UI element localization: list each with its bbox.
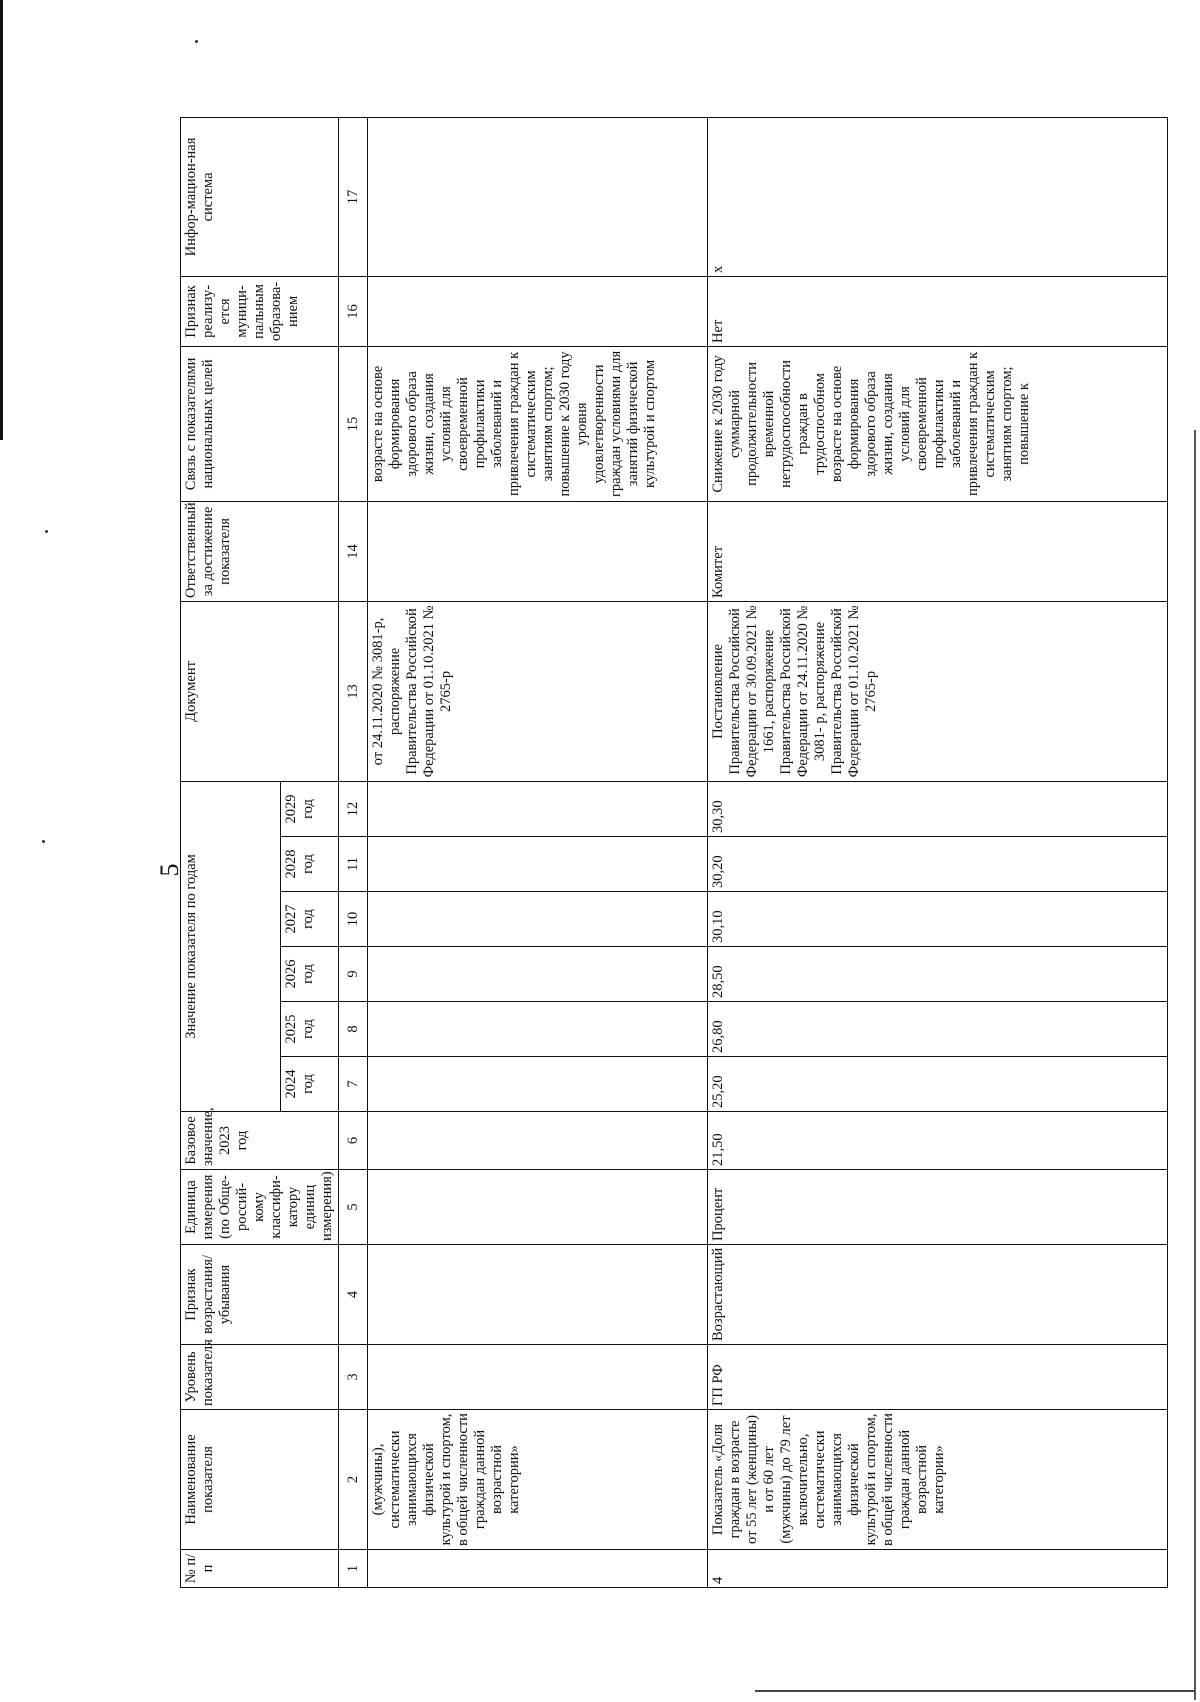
cell-value: 30,30 bbox=[708, 781, 1168, 836]
cell-base: 21,50 bbox=[708, 1112, 1168, 1170]
cell-value bbox=[368, 837, 708, 892]
header-year: 2028 год bbox=[281, 837, 339, 892]
column-number: 6 bbox=[339, 1112, 368, 1170]
column-number: 14 bbox=[339, 501, 368, 601]
cell-infosystem: х bbox=[708, 117, 1168, 276]
header-name: Наименование показателя bbox=[181, 1410, 339, 1550]
cell-infosystem bbox=[368, 117, 708, 276]
header-year: 2024 год bbox=[281, 1057, 339, 1112]
cell-value bbox=[368, 781, 708, 836]
column-number: 4 bbox=[339, 1245, 368, 1345]
column-number: 13 bbox=[339, 601, 368, 781]
header-num: № п/п bbox=[181, 1550, 339, 1588]
scan-edge-mark bbox=[0, 0, 3, 440]
column-number: 7 bbox=[339, 1057, 368, 1112]
scan-edge-mark bbox=[1194, 430, 1196, 1700]
cell-level bbox=[368, 1345, 708, 1410]
column-number: 16 bbox=[339, 276, 368, 346]
cell-num: 4 bbox=[708, 1550, 1168, 1588]
cell-value bbox=[368, 947, 708, 1002]
header-row bbox=[181, 117, 281, 1587]
cell-value bbox=[368, 1002, 708, 1057]
cell-link: Снижение к 2030 году суммарной продолжительности временной нетрудоспособности граждан в трудоспособном возрасте на основе формирования здорового образа жизни, создания условий для своевременной профилактики заболеваний и привлечения граждан к систематическим занятиям спортом; повышение к bbox=[708, 346, 1168, 501]
cell-value: 28,50 bbox=[708, 947, 1168, 1002]
column-number: 8 bbox=[339, 1002, 368, 1057]
header-year: 2027 год bbox=[281, 892, 339, 947]
cell-link: возрасте на основе формирования здорового образа жизни, создания условий для своевременной профилактики заболеваний и привлечения граждан к систематическим занятиям спортом; повышение к 2030 году уровня удовлетворенности граждан условиями для занятий физической культурой и спортом bbox=[368, 346, 708, 501]
cell-trend: Возрастающий bbox=[708, 1245, 1168, 1345]
cell-base bbox=[368, 1112, 708, 1170]
cell-value: 30,10 bbox=[708, 892, 1168, 947]
column-number: 10 bbox=[339, 892, 368, 947]
header-document: Документ bbox=[181, 601, 339, 781]
column-number: 12 bbox=[339, 781, 368, 836]
header-year: 2029 год bbox=[281, 781, 339, 836]
column-number-row bbox=[339, 117, 368, 1587]
column-number: 3 bbox=[339, 1345, 368, 1410]
column-number: 5 bbox=[339, 1170, 368, 1245]
header-level: Уровень показателя bbox=[181, 1345, 339, 1410]
cell-value: 25,20 bbox=[708, 1057, 1168, 1112]
column-number: 15 bbox=[339, 346, 368, 501]
cell-value bbox=[368, 1057, 708, 1112]
header-link: Связь с показателями национальных целей bbox=[181, 346, 339, 501]
cell-unit bbox=[368, 1170, 708, 1245]
scan-speck bbox=[45, 530, 48, 533]
cell-municipal: Нет bbox=[708, 276, 1168, 346]
column-number: 9 bbox=[339, 947, 368, 1002]
indicator-table bbox=[180, 117, 1168, 1588]
table-row-continued bbox=[368, 117, 708, 1587]
scan-edge-mark bbox=[755, 1690, 1195, 1692]
cell-unit: Процент bbox=[708, 1170, 1168, 1245]
column-number: 1 bbox=[339, 1550, 368, 1588]
cell-trend bbox=[368, 1245, 708, 1345]
header-trend: Признак возрастания/ убывания bbox=[181, 1245, 339, 1345]
cell-value: 30,20 bbox=[708, 837, 1168, 892]
cell-num bbox=[368, 1550, 708, 1588]
cell-responsible bbox=[368, 501, 708, 601]
cell-document: Постановление Правительства Российской Федерации от 30.09.2021 № 1661, распоряжение Правительства Российской Федерации от 24.11.2020 № 3081- р, распоряжение Правительства Российской Федерации от 01.10.2021 № 2765-р bbox=[708, 601, 1168, 781]
indicator-table-container bbox=[180, 118, 1090, 1588]
header-municipal: Признак реализу-ется муници-пальным образова-нием bbox=[181, 276, 339, 346]
cell-name: (мужчины), систематически занимающихся физической культурой и спортом, в общей численности граждан данной возрастной категории» bbox=[368, 1410, 708, 1550]
scan-speck bbox=[195, 40, 198, 43]
column-number: 11 bbox=[339, 837, 368, 892]
cell-document: от 24.11.2020 № 3081-р, распоряжение Правительства Российской Федерации от 01.10.2021 № 2765-р bbox=[368, 601, 708, 781]
table-row-4 bbox=[708, 117, 1168, 1587]
header-year: 2025 год bbox=[281, 1002, 339, 1057]
cell-value bbox=[368, 892, 708, 947]
header-infosystem: Инфор-мацион-ная система bbox=[181, 117, 339, 276]
header-base: Базовое значение, 2023 год bbox=[181, 1112, 339, 1170]
page-number: 5 bbox=[155, 863, 184, 877]
cell-value: 26,80 bbox=[708, 1002, 1168, 1057]
column-number: 17 bbox=[339, 117, 368, 276]
header-values-group: Значение показателя по годам bbox=[181, 781, 281, 1111]
cell-municipal bbox=[368, 276, 708, 346]
header-unit: Единица измерения (по Обще-россий-кому классифи-катору единиц измерения) bbox=[181, 1170, 339, 1245]
cell-responsible: Комитет bbox=[708, 501, 1168, 601]
cell-name: Показатель «Доля граждан в возрасте от 55 лет (женщины) и от 60 лет (мужчины) до 79 лет включительно, систематически занимающихся физической культурой и спортом, в общей численности граждан данной возрастной категории» bbox=[708, 1410, 1168, 1550]
header-year: 2026 год bbox=[281, 947, 339, 1002]
header-responsible: Ответственный за достижение показателя bbox=[181, 501, 339, 601]
scan-speck bbox=[42, 840, 45, 843]
cell-level: ГП РФ bbox=[708, 1345, 1168, 1410]
column-number: 2 bbox=[339, 1410, 368, 1550]
